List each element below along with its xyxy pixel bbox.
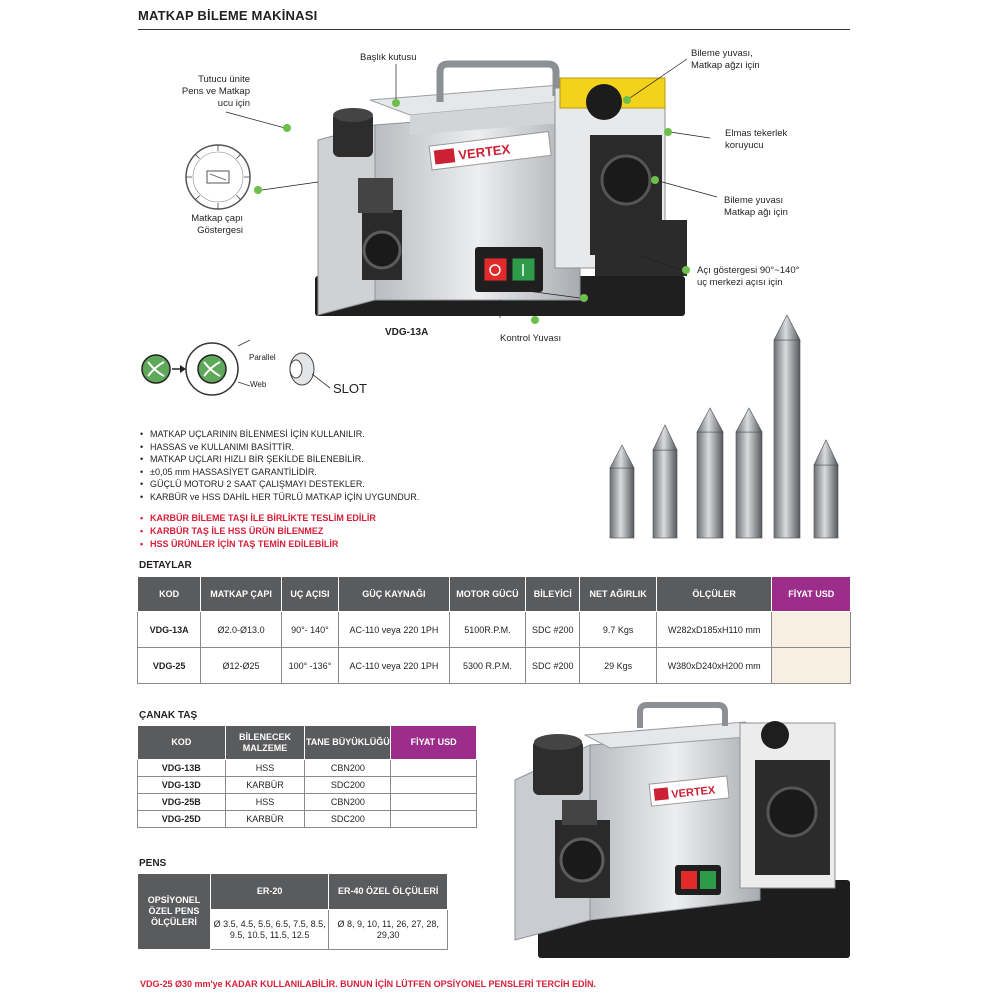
price-cell <box>391 760 477 777</box>
table-cell: AC-110 veya 220 1PH <box>339 648 450 684</box>
table-cell: 5100R.P.M. <box>449 612 525 648</box>
table-header: BİLENECEK MALZEME <box>225 726 305 760</box>
table-header: ÖLÇÜLER <box>656 577 772 612</box>
price-cell <box>391 811 477 828</box>
canak-table <box>137 725 477 828</box>
table-cell: VDG-13B <box>138 760 226 777</box>
table-cell: AC-110 veya 220 1PH <box>339 612 450 648</box>
table-header: NET AĞIRLIK <box>580 577 656 612</box>
brand-logo-vdg25: VERTEX <box>670 784 716 801</box>
table-cell: Ø2.0-Ø13.0 <box>201 612 281 648</box>
list-item: • ±0,05 mm HASSASİYET GARANTİLİDİR. <box>140 466 419 479</box>
list-item: • KARBÜR ve HSS DAHİL HER TÜRLÜ MATKAP İÇİN UYGUNDUR. <box>140 491 419 504</box>
details-table <box>137 576 851 684</box>
pens-label: PENS <box>139 858 167 869</box>
table-cell: SDC #200 <box>526 648 580 684</box>
table-cell: HSS <box>225 760 305 777</box>
table-row <box>138 811 477 828</box>
drill-diameter-dial <box>186 145 250 209</box>
table-header: KOD <box>138 726 226 760</box>
table-cell: VDG-13D <box>138 777 226 794</box>
table-header-row <box>138 726 477 760</box>
table-header: OPSİYONEL ÖZEL PENS ÖLÇÜLERİ <box>138 874 211 950</box>
label-slot: SLOT <box>333 381 367 396</box>
table-header: MATKAP ÇAPI <box>201 577 281 612</box>
callout-bileme1: Bileme yuvası, Matkap ağzı için <box>691 48 760 71</box>
list-item: • MATKAP UÇLARI HIZLI BİR ŞEKİLDE BİLENEBİLİR. <box>140 453 419 466</box>
feature-list <box>140 428 419 504</box>
callout-capi: Matkap çapı Göstergesi <box>191 213 243 236</box>
table-header: UÇ AÇISI <box>281 577 338 612</box>
page-title: MATKAP BİLEME MAKİNASI <box>138 8 318 23</box>
table-row <box>138 760 477 777</box>
table-header: BİLEYİCİ <box>526 577 580 612</box>
table-cell: KARBÜR <box>225 811 305 828</box>
callout-kontrol: Kontrol Yuvası <box>500 333 562 344</box>
table-cell: 100° -136° <box>281 648 338 684</box>
table-cell: W282xD185xH110 mm <box>656 612 772 648</box>
table-cell: Ø12-Ø25 <box>201 648 281 684</box>
label-web: Web <box>250 380 267 389</box>
table-row <box>138 777 477 794</box>
table-header-price: FİYAT USD <box>772 577 851 612</box>
machine-vdg13a <box>315 64 687 316</box>
table-cell: SDC #200 <box>526 612 580 648</box>
drill-bits <box>610 315 838 538</box>
table-header: TANE BÜYÜKLÜĞÜ <box>305 726 391 760</box>
notes-list <box>140 512 376 551</box>
table-cell: VDG-25D <box>138 811 226 828</box>
list-item: • KARBÜR TAŞ İLE HSS ÜRÜN BİLENMEZ <box>140 525 376 538</box>
price-cell <box>772 612 851 648</box>
table-cell: VDG-25 <box>138 648 201 684</box>
table-cell: HSS <box>225 794 305 811</box>
table-cell: W380xD240xH200 mm <box>656 648 772 684</box>
table-cell: 90°- 140° <box>281 612 338 648</box>
price-cell <box>391 794 477 811</box>
price-cell <box>772 648 851 684</box>
price-cell <box>391 777 477 794</box>
callout-aci: Açı göstergesi 90°~140° uç merkezi açısı için <box>697 265 800 288</box>
table-cell: 29 Kgs <box>580 648 656 684</box>
list-item: • GÜÇLÜ MOTORU 2 SAAT ÇALIŞMAYI DESTEKLER. <box>140 478 419 491</box>
table-row <box>138 612 851 648</box>
table-header: ER-40 ÖZEL ÖLÇÜLERİ <box>329 874 448 910</box>
table-cell: SDC200 <box>305 811 391 828</box>
footer-note: VDG-25 Ø30 mm'ye KADAR KULLANILABİLİR. BUNUN İÇİN LÜTFEN OPSİYONEL PENSLERİ TERCİH EDİN. <box>140 979 597 989</box>
table-cell: Ø 3.5, 4.5, 5.5, 6.5, 7.5, 8.5, 9.5, 10.5, 11.5, 12.5 <box>210 910 328 950</box>
table-header: ER-20 <box>210 874 328 910</box>
machine-vdg25 <box>515 705 850 958</box>
table-cell: VDG-13A <box>138 612 201 648</box>
list-item: • KARBÜR BİLEME TAŞI İLE BİRLİKTE TESLİM EDİLİR <box>140 512 376 525</box>
table-row <box>138 794 477 811</box>
callout-baslik: Başlık kutusu <box>360 52 417 63</box>
table-header-row <box>138 874 448 910</box>
table-cell: KARBÜR <box>225 777 305 794</box>
table-header-row <box>138 577 851 612</box>
callout-bileme2: Bileme yuvası Matkap ağı için <box>724 195 788 218</box>
brand-logo: VERTEX <box>457 141 512 163</box>
pens-table <box>137 873 448 950</box>
list-item: • MATKAP UÇLARININ BİLENMESİ İÇİN KULLANILIR. <box>140 428 419 441</box>
table-cell: SDC200 <box>305 777 391 794</box>
list-item: • HASSAS ve KULLANIMI BASİTTİR. <box>140 441 419 454</box>
table-header: GÜÇ KAYNAĞI <box>339 577 450 612</box>
table-cell: Ø 8, 9, 10, 11, 26, 27, 28, 29,30 <box>329 910 448 950</box>
table-row <box>138 648 851 684</box>
drill-tip-diagram <box>142 340 330 395</box>
table-cell: 9.7 Kgs <box>580 612 656 648</box>
model-label-vdg25: VDG-25 <box>767 950 804 961</box>
details-label: DETAYLAR <box>139 560 192 571</box>
callout-ce: CE Anahtarı <box>598 294 650 305</box>
table-header: MOTOR GÜCÜ <box>449 577 525 612</box>
table-cell: 5300 R.P.M. <box>449 648 525 684</box>
list-item: • HSS ÜRÜNLER İÇİN TAŞ TEMİN EDİLEBİLİR <box>140 538 376 551</box>
label-parallel: Parallel <box>249 353 276 362</box>
callout-tutucu: Tutucu ünite Pens ve Matkap ucu için <box>181 74 250 109</box>
table-cell: CBN200 <box>305 760 391 777</box>
table-cell: CBN200 <box>305 794 391 811</box>
canak-label: ÇANAK TAŞ <box>139 710 198 721</box>
table-header-price: FİYAT USD <box>391 726 477 760</box>
callout-elmas: Elmas tekerlek koruyucu <box>725 128 788 151</box>
table-cell: VDG-25B <box>138 794 226 811</box>
model-label-vdg13a: VDG-13A <box>385 327 429 338</box>
table-header: KOD <box>138 577 201 612</box>
